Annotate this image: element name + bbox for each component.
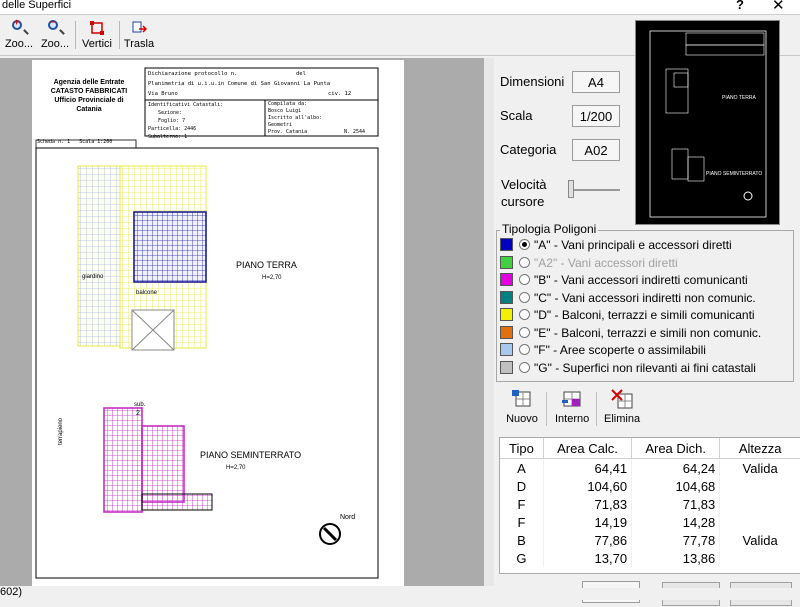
polygon-type-label: "A" - Vani principali e accessori diretti <box>534 238 732 252</box>
agency-line: Catania <box>76 106 102 113</box>
table-cell: 13,70 <box>543 549 631 567</box>
column-header-area-calc[interactable]: Area Calc. <box>543 438 631 459</box>
drawing-canvas[interactable] <box>0 58 484 586</box>
velocita-label <box>501 176 547 210</box>
elimina-button[interactable] <box>604 388 640 428</box>
color-swatch <box>500 238 513 251</box>
scheda-text: Scheda n. 1 <box>37 139 71 145</box>
table-cell: 64,24 <box>632 459 720 478</box>
radio-button[interactable] <box>519 327 530 338</box>
table-cell: 77,78 <box>632 531 720 549</box>
column-header-tipo[interactable]: Tipo <box>500 438 543 459</box>
preview-floor2: PIANO SEMINTERRATO <box>706 171 763 177</box>
preview-floor1: PIANO TERRA <box>722 95 756 101</box>
window-title: delle Superfici <box>2 0 72 11</box>
balcony-label: balcone <box>136 290 158 296</box>
color-swatch <box>500 308 513 321</box>
ident-row: Subalterno: 1 <box>148 134 188 140</box>
table-cell: 71,83 <box>632 495 720 513</box>
ident-row: Foglio: 7 <box>158 118 186 124</box>
table-cell: G <box>500 549 543 567</box>
polygon-type-label: "E" - Balconi, terrazzi e simili non comunic. <box>534 325 762 340</box>
nuovo-label: Nuovo <box>506 413 538 425</box>
color-swatch <box>500 326 513 339</box>
interno-button[interactable] <box>555 388 589 428</box>
polygon-type-option[interactable] <box>500 343 706 360</box>
floor1-title: PIANO TERRA <box>236 260 297 270</box>
radio-button[interactable] <box>519 274 530 285</box>
polygon-type-label: "D" - Balconi, terrazzi e simili comunicanti <box>534 308 755 322</box>
dimensioni-label: Dimensioni <box>500 74 565 89</box>
inner-polygon-icon <box>560 388 584 410</box>
floor-plan-sheet <box>32 60 404 586</box>
table-row[interactable] <box>500 549 800 567</box>
table-cell <box>720 495 800 513</box>
trasla-button[interactable] <box>122 18 156 54</box>
radio-button[interactable] <box>519 309 530 320</box>
civic-label: civ. 12 <box>328 91 352 97</box>
color-swatch <box>500 343 513 356</box>
color-swatch <box>500 291 513 304</box>
scala-label: Scala <box>500 108 533 123</box>
agency-block <box>32 78 146 114</box>
agency-line: CATASTO FABBRICATI <box>50 88 128 95</box>
preview-drawing <box>636 21 779 224</box>
table-cell: D <box>500 477 543 495</box>
zoom-out-button[interactable] <box>38 18 72 54</box>
zoom-out-label: Zoo... <box>40 38 70 50</box>
close-button[interactable]: ✕ <box>772 0 785 14</box>
toolbar-separator <box>119 21 120 49</box>
trasla-label: Trasla <box>123 38 155 50</box>
vertical-scrollbar[interactable] <box>484 58 494 586</box>
municipality-label: Planimetria di u.i.u.in Comune di San Giovanni La Punta <box>148 81 331 87</box>
velocita-line: cursore <box>501 194 545 209</box>
status-text: 602) <box>0 586 23 598</box>
velocita-line: Velocità <box>501 177 547 192</box>
polygon-type-label: "F" - Aree scoperte o assimilabili <box>534 343 706 357</box>
toolbar-separator <box>75 21 76 49</box>
agency-line: Ufficio Provinciale di <box>54 97 124 104</box>
floor2-height: H=2,70 <box>226 465 246 471</box>
elimina-label: Elimina <box>604 413 641 425</box>
table-cell: 77,86 <box>543 531 631 549</box>
move-icon <box>131 20 147 36</box>
table-header <box>500 438 800 459</box>
action-separator <box>596 392 597 426</box>
floor2-title: PIANO SEMINTERRATO <box>200 450 302 460</box>
table-cell: 71,83 <box>543 495 631 513</box>
radio-button[interactable] <box>519 239 530 250</box>
table-row[interactable] <box>500 495 800 513</box>
comp-title: Compilata da: <box>268 101 308 107</box>
color-swatch <box>500 256 513 269</box>
north-label: Nord <box>340 514 356 521</box>
garden-label: giardino <box>82 274 104 280</box>
comp-reg2: Geometri <box>268 122 293 128</box>
cursor-speed-slider[interactable] <box>568 180 574 198</box>
zoom-in-icon: + <box>11 20 27 36</box>
new-polygon-icon <box>510 388 534 410</box>
zoom-out-icon: − <box>47 20 63 36</box>
ident-block <box>148 101 223 141</box>
polygon-type-option <box>500 256 678 273</box>
polygon-type-option[interactable] <box>500 238 732 255</box>
table-cell: 14,28 <box>632 513 720 531</box>
zoom-in-button[interactable] <box>2 18 36 54</box>
table-row[interactable] <box>500 459 800 478</box>
action-separator <box>546 392 547 426</box>
zoom-in-label: Zoo... <box>4 38 34 50</box>
scala-text: Scala 1:200 <box>79 139 113 145</box>
sub-number: 2 <box>136 410 140 417</box>
table-cell: A <box>500 459 543 478</box>
polygon-type-label: "B" - Vani accessori indiretti comunicanti <box>534 273 748 287</box>
status-bar <box>0 588 800 600</box>
dimensioni-field: A4 <box>572 71 620 93</box>
table-cell: 104,68 <box>632 477 720 495</box>
table-cell: 104,60 <box>543 477 631 495</box>
comp-prov: Prov. Catania <box>268 129 308 135</box>
categoria-field: A02 <box>572 139 620 161</box>
ident-row: Particella: 2446 <box>148 126 197 132</box>
ident-title: Identificativi Catastali: <box>148 102 224 108</box>
title-bar <box>0 0 800 15</box>
comp-name: Bosco Luigi <box>268 108 302 114</box>
table-cell: F <box>500 495 543 513</box>
table-cell <box>720 477 800 495</box>
scheda-label <box>37 139 112 145</box>
ident-row: Sezione: <box>158 110 183 116</box>
floor1-height: H=2,70 <box>262 275 282 281</box>
table-cell: F <box>500 513 543 531</box>
polygon-type-option[interactable] <box>500 308 755 325</box>
table-cell: B <box>500 531 543 549</box>
header-text <box>148 69 376 99</box>
table-cell: 13,86 <box>632 549 720 567</box>
table-row[interactable] <box>500 477 800 495</box>
vertices-icon <box>89 20 105 36</box>
radio-button[interactable] <box>519 362 530 373</box>
agency-line: Agenzia delle Entrate <box>53 79 125 86</box>
vertici-button[interactable] <box>80 18 114 54</box>
table-cell <box>720 513 800 531</box>
delete-polygon-icon <box>610 388 634 410</box>
scala-field: 1/200 <box>572 105 620 127</box>
radio-button[interactable] <box>519 292 530 303</box>
table-cell: Valida <box>720 459 800 478</box>
table-cell <box>720 549 800 567</box>
sub-label: sub. <box>134 402 146 408</box>
protocol-label: Dichiarazione protocollo n. <box>148 71 238 77</box>
terrapieno-label: terrapieno <box>58 417 64 445</box>
categoria-label: Categoria <box>500 142 557 157</box>
polygon-type-label: "G" - Superfici non rilevanti ai fini catastali <box>534 360 756 375</box>
date-label: del <box>296 71 306 77</box>
color-swatch <box>500 361 513 374</box>
polygon-type-option[interactable] <box>500 326 761 343</box>
help-button[interactable]: ? <box>736 0 744 12</box>
column-header-altezza[interactable]: Altezza <box>720 438 800 459</box>
vertici-label: Vertici <box>82 38 112 50</box>
comp-num: N. 2544 <box>344 129 366 135</box>
polygon-type-label: "A2" - Vani accessori diretti <box>534 255 678 270</box>
interno-label: Interno <box>555 413 590 425</box>
table-cell: 14,19 <box>543 513 631 531</box>
preview-thumbnail <box>635 20 780 225</box>
polygon-type-option[interactable] <box>500 361 756 378</box>
tipologia-title: Tipologia Poligoni <box>502 222 597 236</box>
table-row[interactable] <box>500 531 800 549</box>
table-row[interactable] <box>500 513 800 531</box>
areas-table[interactable] <box>499 437 800 574</box>
radio-button[interactable] <box>519 344 530 355</box>
comp-reg: Iscritto all'albo: <box>268 115 323 121</box>
address-label: Via Bruno <box>148 91 178 97</box>
polygon-type-label: "C" - Vani accessori indiretti non comunic. <box>534 290 756 305</box>
column-header-area-dich[interactable]: Area Dich. <box>632 438 720 459</box>
color-swatch <box>500 273 513 286</box>
polygon-type-option[interactable] <box>500 273 748 290</box>
polygon-type-option[interactable] <box>500 291 756 308</box>
table-cell: Valida <box>720 531 800 549</box>
cursor-speed-track <box>568 189 620 191</box>
radio-button <box>519 257 530 268</box>
compiler-block <box>268 101 376 136</box>
table-cell: 64,41 <box>543 459 631 478</box>
nuovo-button[interactable] <box>505 388 539 428</box>
